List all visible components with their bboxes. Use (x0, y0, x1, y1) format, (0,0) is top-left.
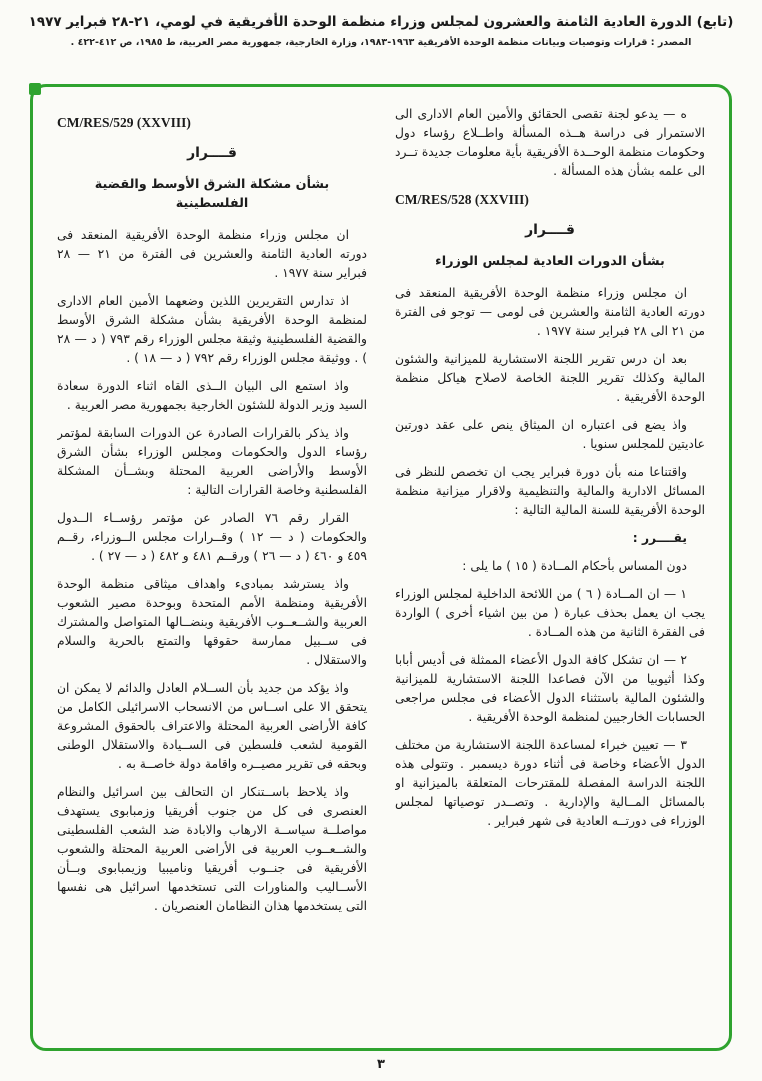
paragraph: واذ يلاحظ باســتنكار ان التحالف بين اسرائيل والنظام العنصرى فى كل من جنوب أفريقيا وزمبابوى يستهدف مواصلــة سياســة الارهاب والابادة ضد الشعب الفلسطينى والشــعــوب العربية فى الأراضى العربية المحتلة والشعوب الأفريقية فى جنــوب أفريقيا وناميبيا وزيمبابوى وبــأن الأســاليب والمناورات التى تستخدمها اسرائيل هى نفسها التى يستخدمها هذان النظامان العنصريان . (57, 785, 367, 913)
content-border (30, 84, 732, 1051)
left-column (57, 105, 367, 1036)
paragraph: ان مجلس وزراء منظمة الوحدة الأفريقية المنعقد فى دورته العادية الثامنة والعشرين فى لومى — توجو فى الفترة من ٢١ الى ٢٨ فبراير سنة ١٩٧٧ . (395, 286, 705, 338)
paragraph: ٢ — ان تشكل كافة الدول الأعضاء الممثلة فى أديس أبابا وكذا أثيوبيا من الآن فصاعدا اللجنة الاستشارية للميزانية والشئون المالية باستثناء الدول الأعضاء فى مجلس مراجعى الحسابات الخارجيين لمنظمة الوحدة الأفريقية . (395, 653, 705, 724)
paragraph: اذ تدارس التقريرين اللذين وضعهما الأمين العام الادارى لمنظمة الوحدة الأفريقية بشأن مشكلة الشرق الأوسط والقضية الفلسطينية وثيقة مجلس الوزراء رقم ٧٩٣ ( د — ٢٨ ) . ووثيقة مجلس الوزراء رقم ٧٩٢ ( د — ١٨ ) . (57, 294, 367, 365)
paragraph: ان مجلس وزراء منظمة الوحدة الأفريقية المنعقد فى دورته العادية الثامنة والعشرين فى الفترة من ٢١ — ٢٨ فبراير سنة ١٩٧٧ . (57, 228, 367, 280)
paragraph: دون المساس بأحكام المــادة ( ١٥ ) ما يلى : (462, 559, 687, 573)
paragraph: القرار رقم ٧٦ الصادر عن مؤتمر رؤســاء الــدول والحكومات ( د — ١٢ ) وقــرارات مجلس الــوزراء، رقــم ٤٥٩ و ٤٦٠ ( د — ٢٦ ) ورقــم ٤٨١ و ٤٨٢ ( د — ٢٧ ) . (57, 511, 367, 563)
paragraph: بعد ان درس تقرير اللجنة الاستشارية للميزانية والشئون المالية وكذلك تقرير اللجنة الخاصة لاصلاح هياكل منظمة الوحدة الأفريقية . (395, 352, 705, 404)
decree-line: يقــــرر : (632, 531, 687, 545)
paragraph: واذ استمع الى البيان الــذى القاه اثناء الدورة سعادة السيد وزير الدولة للشئون الخارجية بجمهورية مصر العربية . (57, 379, 367, 412)
page-number: ٣ (377, 1057, 385, 1072)
paragraph: واذ يؤكد من جديد بأن الســلام العادل والدائم لا يمكن ان يتحقق الا على اســاس من الانسحاب الاسرائيلى الكامل من كافة الأراضى العربية المحتلة والاعتراف بالحقوق المشروعة القومية لشعب فلسطين فى الســيادة والاستقلال الوطنى وبحقه فى تقرير مصيــره واقامة دولة خاصــة به . (57, 681, 367, 771)
columns (57, 105, 705, 1036)
paragraph: واقتناعا منه بأن دورة فبراير يجب ان تخصص للنظر فى المسائل الادارية والمالية والتنظيمية ولاقرار ميزانية منظمة الوحدة الأفريقية للسنة المالية التالية : (395, 465, 705, 517)
paragraph: واذ يسترشد بمبادىء واهداف ميثاقى منظمة الوحدة الأفريقية ومنظمة الأمم المتحدة وبوحدة مصير الشعوب العربية والشــعــوب الأفريقية وبنضــالها المتواصل والمشترك فى ســبيل ممارسة حقوقها والتمتع بالحرية والسلام والاستقلال . (57, 577, 367, 667)
paragraph: واذ يضع فى اعتباره ان الميثاق ينص على عقد دورتين عاديتين للمجلس سنويا . (395, 418, 705, 451)
header-title: (تابع) الدورة العادية الثامنة والعشرون لمجلس وزراء منظمة الوحدة الأفريقية في لومي، ٢١-٢٨ فبراير ١٩٧٧ (28, 14, 734, 30)
resolution-id: CM/RES/528 (XXVIII) (395, 192, 529, 207)
resolution-subtitle: بشأن مشكلة الشرق الأوسط والقضية الفلسطينية (94, 177, 330, 211)
header-source: المصدر : قرارات وتوصيات وبيانات منظمة الوحدة الأفريقية ١٩٦٣-١٩٨٣، وزارة الخارجية، جمهورية مصر العربية، ط ١٩٨٥، ص ٤١٢-٤٢٢ . (70, 37, 692, 48)
resolution-id: CM/RES/529 (XXVIII) (57, 115, 191, 130)
resolution-title: قــــرار (187, 145, 237, 161)
paragraph: ه — يدعو لجنة تقصى الحقائق والأمين العام الادارى الى الاستمرار فى دراسة هــذه المسألة واطــلاع رؤساء دول وحكومات منظمة الوحــدة الأفريقية بأية معلومات جديدة تــرد الى علمه بشأن هذه المسألة . (395, 107, 705, 178)
page-header (0, 14, 762, 48)
paragraph: واذ يذكر بالقرارات الصادرة عن الدورات السابقة لمؤتمر رؤساء الدول والحكومات ومجلس الوزراء بشأن الشرق الأوسط والأراضى العربية المحتلة وبشــأن المشكلة الفلسطنية وخاصة القرارات التالية : (57, 426, 367, 497)
paragraph: ١ — ان المــادة ( ٦ ) من اللائحة الداخلية لمجلس الوزراء يجب ان يعمل بحذف عبارة ( من بين اشياء أخرى ) الواردة فى الفقرة الثانية من هذه المــادة . (395, 587, 705, 639)
resolution-title: قــــرار (525, 222, 575, 238)
resolution-subtitle: بشأن الدورات العادية لمجلس الوزراء (435, 254, 665, 269)
paragraph: ٣ — تعيين خبراء لمساعدة اللجنة الاستشارية من مختلف الدول الأعضاء وخاصة فى أثناء دورة ديسمبر . وتتولى هذه اللجنة الدراسة المفصلة للمقترحات المتعلقة بالميزانية او بالمسائل المــالية والإدارية . وتصــدر توصياتها لمجلس الوزراء فى دورتــه العادية فى شهر فبراير . (395, 738, 705, 828)
corner-mark (29, 83, 41, 95)
right-column (395, 105, 705, 1036)
